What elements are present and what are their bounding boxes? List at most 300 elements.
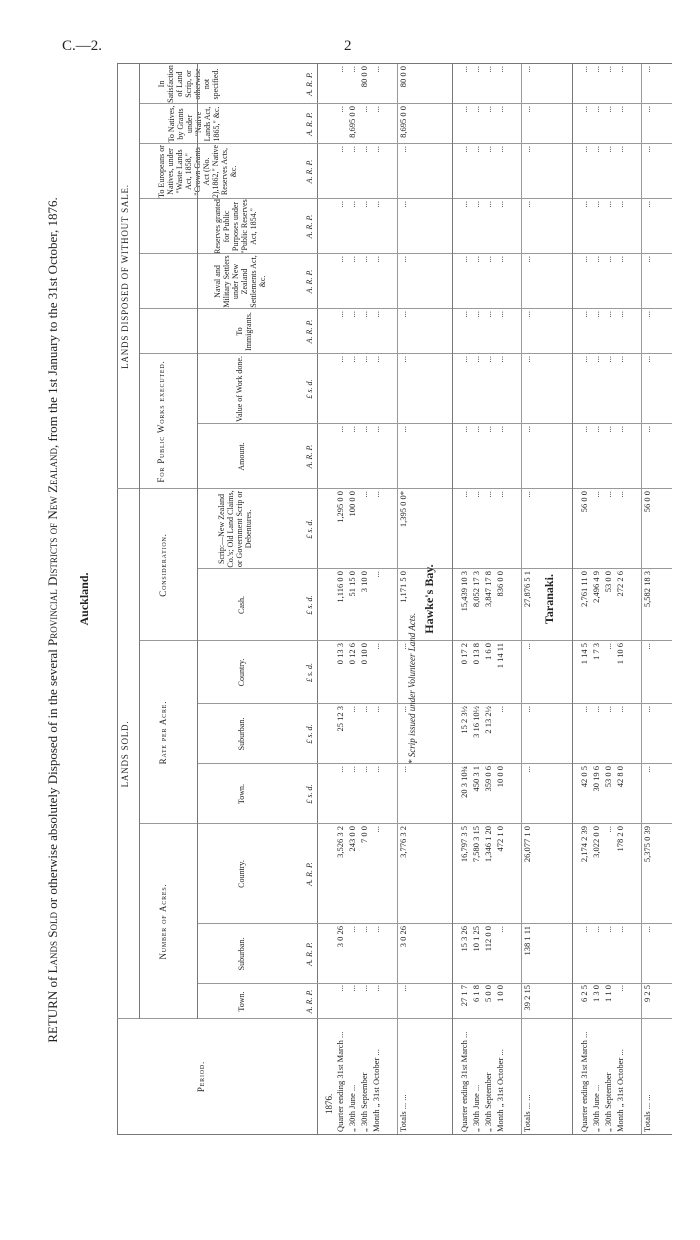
cell-cash: 27,876 5 1 xyxy=(522,571,532,608)
cell-town: 6 1 8 xyxy=(471,985,481,1002)
table-row xyxy=(483,64,494,1134)
cell-reserves: ... xyxy=(398,201,408,208)
cell-value: ... xyxy=(522,356,532,363)
cell-satisf: ... xyxy=(591,66,601,73)
cell-immigrants: ... xyxy=(471,311,481,318)
cell-r_town: 42 0 5 xyxy=(579,766,589,788)
cell-country: 178 2 0 xyxy=(615,826,625,852)
cell-r_country: 0 10 0 xyxy=(359,643,369,665)
public-works-header: For Public Works executed. xyxy=(156,360,166,483)
lands-sold-header: LANDS SOLD. xyxy=(120,720,130,788)
cell-amount: ... xyxy=(642,426,652,433)
cell-town: ... xyxy=(398,985,408,992)
unit-immigrants: A. R. P. xyxy=(305,319,314,344)
cell-immigrants: ... xyxy=(398,311,408,318)
year-label: 1876. xyxy=(324,1093,334,1114)
table-row xyxy=(495,64,506,1134)
cell-natives: ... xyxy=(591,106,601,113)
cell-scrip: ... xyxy=(471,491,481,498)
cell-period: „ 30th June ... xyxy=(591,1084,601,1132)
unit-naval: A. R. P. xyxy=(305,269,314,294)
cell-satisf: ... xyxy=(603,66,613,73)
cell-r_country: 0 13 8 xyxy=(471,643,481,665)
unit-country: A. R. P. xyxy=(305,862,314,886)
cell-reserves: ... xyxy=(579,201,589,208)
title-districts: Provincial Districts of New Zealand xyxy=(45,447,60,646)
cell-r_country: 1 7 3 xyxy=(591,643,601,660)
cell-cash: 51 15 0 xyxy=(347,571,357,597)
cell-r_town: 359 0 6 xyxy=(483,766,493,792)
cell-r_town: ... xyxy=(522,766,532,773)
cell-suburban: 3 0 26 xyxy=(335,926,345,948)
cell-scrip: ... xyxy=(591,491,601,498)
cell-country: 7 0 0 xyxy=(359,826,369,843)
cell-country: 16,797 3 5 xyxy=(459,826,469,863)
cell-r_town: 450 3 1 xyxy=(471,766,481,792)
cell-value: ... xyxy=(591,356,601,363)
rate-suburban-header: Suburban. xyxy=(237,717,246,751)
cell-r_sub: ... xyxy=(359,706,369,713)
taranaki-rule xyxy=(572,64,573,1134)
unit-reserves: A. R. P. xyxy=(305,214,314,239)
cell-period: „ 30th September xyxy=(603,1072,613,1132)
cell-r_country: 1 14 11 xyxy=(495,643,505,669)
cell-naval: ... xyxy=(347,256,357,263)
cell-natives: ... xyxy=(495,106,505,113)
document-code: C.—2. xyxy=(62,38,103,54)
cell-reserves: ... xyxy=(642,201,652,208)
cell-amount: ... xyxy=(335,426,345,433)
cell-reserves: ... xyxy=(495,201,505,208)
table-row xyxy=(459,64,470,1134)
rate-header: Rate per Acre. xyxy=(158,700,168,765)
cell-cash: 5,582 18 3 xyxy=(642,571,652,608)
page-number: 2 xyxy=(344,38,352,54)
cell-cash: 2,496 4 9 xyxy=(591,571,601,603)
cash-header: Cash. xyxy=(237,596,246,614)
cell-r_sub: ... xyxy=(579,706,589,713)
cell-immigrants: ... xyxy=(459,311,469,318)
unit-suburban: A. R. P. xyxy=(305,942,314,966)
cell-natives: ... xyxy=(642,106,652,113)
cell-period: Totals ... ... xyxy=(642,1094,652,1132)
cell-reserves: ... xyxy=(471,201,481,208)
cell-immigrants: ... xyxy=(615,311,625,318)
cell-naval: ... xyxy=(335,256,345,263)
cell-suburban: 10 1 25 xyxy=(471,926,481,952)
cell-r_country: 1 10 6 xyxy=(615,643,625,665)
section-auckland: Auckland. xyxy=(77,572,91,626)
cell-suburban: ... xyxy=(347,926,357,933)
consideration-header: Consideration. xyxy=(158,533,168,597)
table-row xyxy=(579,64,590,1134)
cell-country: 5,375 0 39 xyxy=(642,826,652,863)
cell-europeans: ... xyxy=(591,146,601,153)
without-sale-header: LANDS DISPOSED OF WITHOUT SALE. xyxy=(120,184,130,369)
subgroup-rule xyxy=(197,64,198,1019)
cell-country: 3,776 3 2 xyxy=(398,826,408,858)
cell-town: 27 1 7 xyxy=(459,985,469,1007)
cell-cash: 15,439 10 3 xyxy=(459,571,469,612)
cell-r_country: ... xyxy=(522,643,532,650)
cell-naval: ... xyxy=(359,256,369,263)
rotated-return-table xyxy=(45,45,685,1195)
rate-town-header: Town. xyxy=(237,783,246,805)
cell-satisf: ... xyxy=(522,66,532,73)
cell-town: 1 0 0 xyxy=(495,985,505,1002)
cell-country: 3,022 0 0 xyxy=(591,826,601,858)
cell-country: ... xyxy=(371,826,381,833)
hawkes-rule xyxy=(452,64,453,1134)
cell-amount: ... xyxy=(483,426,493,433)
cell-value: ... xyxy=(371,356,381,363)
unit-value: £ s. d. xyxy=(305,379,314,399)
cell-r_sub: ... xyxy=(591,706,601,713)
cell-suburban: ... xyxy=(579,926,589,933)
cell-r_town: ... xyxy=(359,766,369,773)
cell-europeans: ... xyxy=(335,146,345,153)
cell-reserves: ... xyxy=(591,201,601,208)
cell-r_country: 0 13 3 xyxy=(335,643,345,665)
amount-header: Amount. xyxy=(237,442,246,471)
cell-reserves: ... xyxy=(459,201,469,208)
cell-value: ... xyxy=(642,356,652,363)
title-lands-sold: Lands Sold xyxy=(45,912,60,974)
cell-r_town: ... xyxy=(371,766,381,773)
cell-immigrants: ... xyxy=(335,311,345,318)
cell-scrip: ... xyxy=(483,491,493,498)
cell-r_town: ... xyxy=(347,766,357,773)
unit-rate-country: £ s. d. xyxy=(305,662,314,683)
cell-natives: ... xyxy=(359,106,369,113)
cell-town: 6 2 5 xyxy=(579,985,589,1002)
cell-country: 7,580 3 15 xyxy=(471,826,481,863)
cell-town: ... xyxy=(371,985,381,992)
cell-town: ... xyxy=(347,985,357,992)
cell-scrip: 56 0 0 xyxy=(579,491,589,513)
cell-satisf: ... xyxy=(347,66,357,73)
cell-naval: ... xyxy=(591,256,601,263)
cell-value: ... xyxy=(603,356,613,363)
cell-suburban: ... xyxy=(615,926,625,933)
cell-scrip: ... xyxy=(371,491,381,498)
cell-immigrants: ... xyxy=(347,311,357,318)
cell-satisf: ... xyxy=(371,66,381,73)
cell-immigrants: ... xyxy=(591,311,601,318)
cell-satisf: ... xyxy=(579,66,589,73)
table-row xyxy=(603,64,614,1134)
cell-cash: 3,847 17 8 xyxy=(483,571,493,608)
cell-suburban: ... xyxy=(495,926,505,933)
header-bottom-rule xyxy=(317,64,318,1134)
cell-r_sub: 2 13 2½ xyxy=(483,706,493,734)
cell-naval: ... xyxy=(471,256,481,263)
cell-natives: ... xyxy=(371,106,381,113)
cell-reserves: ... xyxy=(335,201,345,208)
unit-rate-town: £ s. d. xyxy=(305,784,314,804)
cell-naval: ... xyxy=(495,256,505,263)
cell-r_town: 10 0 0 xyxy=(495,766,505,788)
cell-period: „ 30th June ... xyxy=(471,1084,481,1132)
cell-naval: ... xyxy=(615,256,625,263)
section-hawkes-bay: Hawke's Bay. xyxy=(422,564,436,634)
cell-suburban: ... xyxy=(371,926,381,933)
cell-cash: 272 2 6 xyxy=(615,571,625,597)
cell-europeans: ... xyxy=(495,146,505,153)
unit-satisfaction: A. R. P. xyxy=(305,72,314,96)
table-row xyxy=(591,64,602,1134)
cell-suburban: ... xyxy=(603,926,613,933)
cell-amount: ... xyxy=(615,426,625,433)
table-row xyxy=(347,64,358,1134)
cell-period: Quarter ending 31st March ... xyxy=(335,1031,345,1132)
cell-europeans: ... xyxy=(398,146,408,153)
country-header: Country. xyxy=(237,860,246,888)
cell-immigrants: ... xyxy=(579,311,589,318)
cell-scrip: 1,295 0 0 xyxy=(335,491,345,523)
cell-r_town: ... xyxy=(398,766,408,773)
cell-town: 9 2 5 xyxy=(642,985,652,1002)
cell-suburban: 138 1 11 xyxy=(522,926,532,956)
cell-period: Month „ 31st October ... xyxy=(371,1049,381,1132)
cell-r_country: ... xyxy=(398,643,408,650)
unit-cash: £ s. d. xyxy=(305,595,314,615)
cell-period: Quarter ending 31st March ... xyxy=(459,1031,469,1132)
cell-natives: ... xyxy=(335,106,345,113)
title-lead: RETURN of xyxy=(45,973,60,1043)
cell-satisf: ... xyxy=(471,66,481,73)
cell-r_town: ... xyxy=(335,766,345,773)
cell-europeans: ... xyxy=(603,146,613,153)
table-row xyxy=(471,64,482,1134)
cell-cash: 1,171 5 0 xyxy=(398,571,408,603)
cell-amount: ... xyxy=(347,426,357,433)
cell-r_sub: ... xyxy=(371,706,381,713)
cell-r_country: 0 17 2 xyxy=(459,643,469,665)
cell-scrip: 1,395 0 0* xyxy=(398,491,408,528)
cell-natives: ... xyxy=(471,106,481,113)
cell-scrip: ... xyxy=(522,491,532,498)
cell-cash: 836 0 0 xyxy=(495,571,505,597)
cell-suburban: 112 0 0 xyxy=(483,926,493,952)
cell-town: ... xyxy=(335,985,345,992)
cell-natives: ... xyxy=(579,106,589,113)
cell-satisf: ... xyxy=(335,66,345,73)
cell-country: 3,526 3 2 xyxy=(335,826,345,858)
cell-natives: ... xyxy=(603,106,613,113)
cell-natives: ... xyxy=(615,106,625,113)
cell-reserves: ... xyxy=(483,201,493,208)
cell-country: 243 0 0 xyxy=(347,826,357,852)
cell-r_country: 0 12 6 xyxy=(347,643,357,665)
cell-country: 472 1 0 xyxy=(495,826,505,852)
cell-suburban: ... xyxy=(591,926,601,933)
cell-naval: ... xyxy=(579,256,589,263)
cell-reserves: ... xyxy=(371,201,381,208)
cell-immigrants: ... xyxy=(522,311,532,318)
acres-header: Number of Acres. xyxy=(158,883,168,960)
cell-r_sub: 3 16 10½ xyxy=(471,706,481,738)
table-row xyxy=(335,64,346,1134)
naval-header: Naval and Military Settlers under New Zealand Settlements Act, &c. xyxy=(213,255,267,308)
cell-r_sub: ... xyxy=(522,706,532,713)
cell-naval: ... xyxy=(398,256,408,263)
cell-europeans: ... xyxy=(471,146,481,153)
cell-value: ... xyxy=(495,356,505,363)
table-top-rule xyxy=(117,64,118,1134)
cell-r_sub: ... xyxy=(347,706,357,713)
group-rule xyxy=(139,64,140,1019)
cell-r_country: ... xyxy=(371,643,381,650)
cell-natives: ... xyxy=(459,106,469,113)
cell-europeans: ... xyxy=(615,146,625,153)
rate-country-header: Country. xyxy=(237,658,246,687)
lands-table xyxy=(77,63,672,1135)
cell-suburban: ... xyxy=(359,926,369,933)
town-header: Town. xyxy=(237,991,246,1012)
table-row xyxy=(615,64,626,1134)
cell-r_country: ... xyxy=(603,643,613,650)
cell-country: ... xyxy=(603,826,613,833)
cell-period: „ 30th June ... xyxy=(347,1084,357,1132)
cell-country: 2,174 2 39 xyxy=(579,826,589,863)
cell-period: Totals ... ... xyxy=(398,1094,408,1132)
unit-natives: A. R. P. xyxy=(305,112,314,136)
cell-cash: 8,052 17 3 xyxy=(471,571,481,608)
cell-r_sub: 25 12 3 xyxy=(335,706,345,732)
cell-value: ... xyxy=(398,356,408,363)
cell-naval: ... xyxy=(459,256,469,263)
cell-r_town: 53 0 0 xyxy=(603,766,613,788)
cell-value: ... xyxy=(335,356,345,363)
cell-immigrants: ... xyxy=(371,311,381,318)
cell-scrip: 56 0 0 xyxy=(642,491,652,513)
cell-town: ... xyxy=(615,985,625,992)
cell-suburban: 15 3 26 xyxy=(459,926,469,952)
cell-satisf: ... xyxy=(495,66,505,73)
cell-amount: ... xyxy=(459,426,469,433)
suburban-header: Suburban. xyxy=(237,937,246,971)
cell-natives: 8,695 0 0 xyxy=(398,106,408,138)
cell-r_sub: 15 2 3½ xyxy=(459,706,469,734)
cell-naval: ... xyxy=(371,256,381,263)
cell-immigrants: ... xyxy=(603,311,613,318)
cell-naval: ... xyxy=(483,256,493,263)
unit-europeans: A. R. P. xyxy=(305,159,314,184)
cell-reserves: ... xyxy=(615,201,625,208)
cell-immigrants: ... xyxy=(359,311,369,318)
cell-europeans: ... xyxy=(579,146,589,153)
cell-town: ... xyxy=(359,985,369,992)
cell-immigrants: ... xyxy=(642,311,652,318)
scrip-header: Scrip:—New Zealand Co.'s; Old Land Claims, or Government Scrip or Debentures. xyxy=(217,490,253,568)
immigrants-header: To Immigrants. xyxy=(235,312,253,351)
cell-scrip: 100 0 0 xyxy=(347,491,357,517)
cell-suburban: 3 0 26 xyxy=(398,926,408,948)
cell-r_sub: ... xyxy=(603,706,613,713)
cell-natives: ... xyxy=(522,106,532,113)
cell-value: ... xyxy=(471,356,481,363)
cell-scrip: ... xyxy=(495,491,505,498)
cell-period: Month „ 31st October ... xyxy=(615,1049,625,1132)
cell-immigrants: ... xyxy=(495,311,505,318)
cell-country: 1,346 1 20 xyxy=(483,826,493,863)
cell-europeans: ... xyxy=(483,146,493,153)
unit-amount: A. R. P. xyxy=(305,444,314,469)
cell-reserves: ... xyxy=(603,201,613,208)
cell-amount: ... xyxy=(398,426,408,433)
cell-r_town: 42 8 0 xyxy=(615,766,625,788)
cell-cash: ... xyxy=(371,571,381,578)
cell-europeans: ... xyxy=(459,146,469,153)
cell-amount: ... xyxy=(371,426,381,433)
cell-r_town: 30 19 6 xyxy=(591,766,601,792)
cell-cash: 2,761 11 0 xyxy=(579,571,589,607)
cell-r_sub: ... xyxy=(495,706,505,713)
cell-scrip: ... xyxy=(459,491,469,498)
cell-satisf: ... xyxy=(642,66,652,73)
cell-value: ... xyxy=(615,356,625,363)
totals-row xyxy=(641,64,653,1134)
cell-country: 26,077 1 0 xyxy=(522,826,532,863)
cell-satisf: ... xyxy=(459,66,469,73)
cell-europeans: ... xyxy=(347,146,357,153)
cell-town: 1 3 0 xyxy=(591,985,601,1002)
table-row xyxy=(371,64,382,1134)
cell-suburban: ... xyxy=(642,926,652,933)
cell-r_country: ... xyxy=(642,643,652,650)
period-header: Period. xyxy=(196,1060,206,1093)
cell-amount: ... xyxy=(471,426,481,433)
cell-period: Month „ 31st October ... xyxy=(495,1049,505,1132)
cell-r_town: ... xyxy=(642,766,652,773)
cell-scrip: ... xyxy=(359,491,369,498)
cell-town: 1 1 0 xyxy=(603,985,613,1002)
cell-naval: ... xyxy=(522,256,532,263)
cell-reserves: ... xyxy=(522,201,532,208)
cell-period: „ 30th September xyxy=(359,1072,369,1132)
title-mid: or otherwise absolutely Disposed of in the several xyxy=(45,645,60,913)
cell-town: 5 0 0 xyxy=(483,985,493,1002)
cell-satisf: ... xyxy=(483,66,493,73)
cell-r_country: 1 14 5 xyxy=(579,643,589,665)
cell-period: Quarter ending 31st March ... xyxy=(579,1031,589,1132)
cell-natives: ... xyxy=(483,106,493,113)
cell-immigrants: ... xyxy=(483,311,493,318)
reserves-header: Reserves granted for Public Purposes under "Public Reserves Act, 1854." xyxy=(213,199,258,254)
cell-value: ... xyxy=(347,356,357,363)
cell-europeans: ... xyxy=(371,146,381,153)
cell-amount: ... xyxy=(359,426,369,433)
cell-cash: 3 10 0 xyxy=(359,571,369,593)
unit-scrip: £ s. d. xyxy=(305,519,314,539)
totals-row xyxy=(397,64,409,1134)
cell-scrip: ... xyxy=(603,491,613,498)
cell-satisf: ... xyxy=(615,66,625,73)
table-row xyxy=(359,64,370,1134)
cell-satisf: 80 0 0 xyxy=(398,66,408,88)
natives-header: To Natives, by Grants under "Native Lands Act, 1865," &c. xyxy=(167,105,221,143)
value-work-header: Value of Work done. xyxy=(235,356,244,422)
cell-value: ... xyxy=(579,356,589,363)
cell-naval: ... xyxy=(603,256,613,263)
cell-period: „ 30th September xyxy=(483,1072,493,1132)
cell-period: Totals ... ... xyxy=(522,1094,532,1132)
cell-amount: ... xyxy=(522,426,532,433)
cell-r_sub: ... xyxy=(615,706,625,713)
cell-r_sub: ... xyxy=(642,706,652,713)
unit-rate-sub: £ s. d. xyxy=(305,724,314,744)
